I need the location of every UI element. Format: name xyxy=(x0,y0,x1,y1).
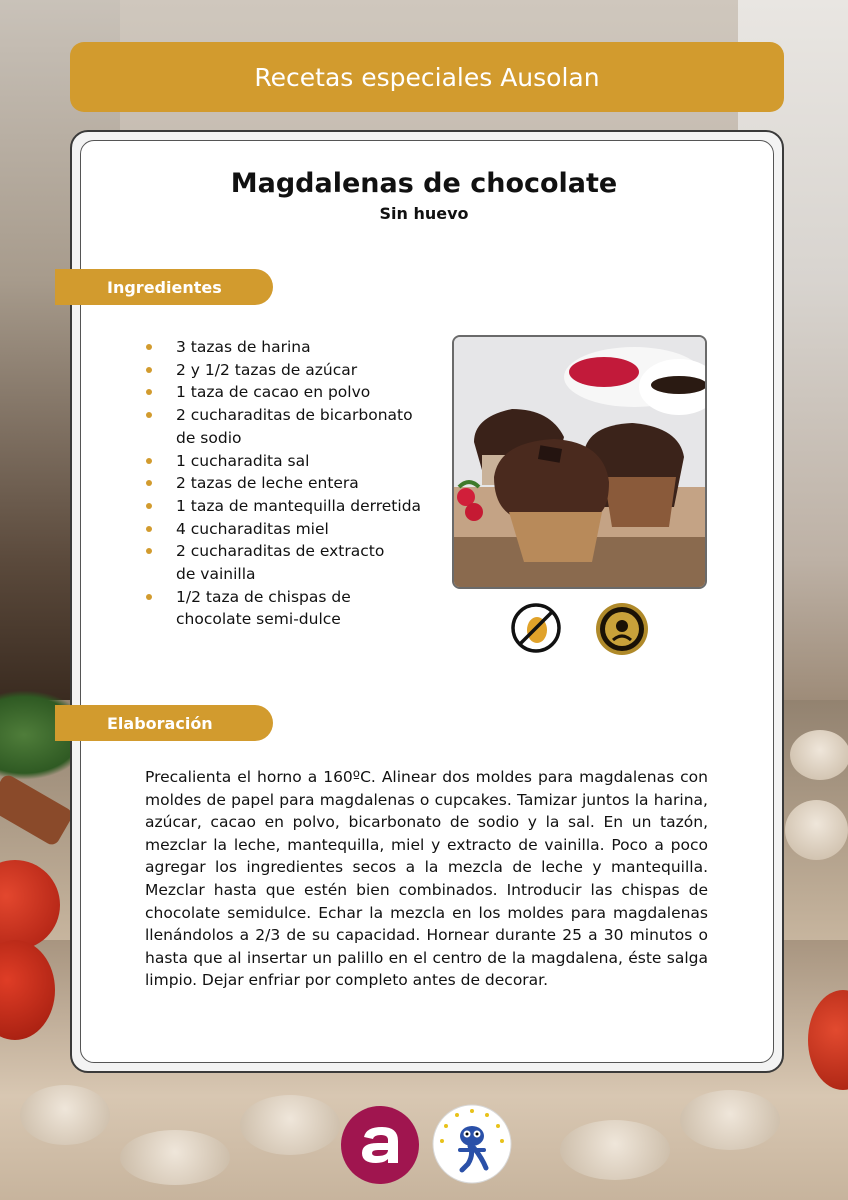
background-mushroom xyxy=(560,1120,670,1180)
list-item: 1/2 taza de chispas de chocolate semi-dulce xyxy=(140,586,386,631)
elaboration-text: Precalienta el horno a 160ºC. Alinear dos moldes para magdalenas con moldes de papel para magdalenas o cupcakes. Tamizar juntos la harina, azúcar, cacao en polvo, bicarbonato de sodio y la sal. En un tazón, mezclar la leche, mantequilla, miel y extracto de vainilla. Poco a poco agregar los ingredientes secos a la mezcla de leche y mantequilla. Mezclar hasta que estén bien combinados. Introducir las chispas de chocolate semidulce. Echar la mezcla en los moldes para magdalenas llenándolos a 2/3 de su capacidad. Hornear durante 25 a 30 minutos o hasta que al insertar un palillo en el centro de la magdalena, éste salga limpio. Dejar enfriar por completo antes de decorar. xyxy=(145,768,708,990)
mascot-logo xyxy=(432,1104,512,1188)
background-tomato xyxy=(0,860,60,950)
ingredients-section-tab xyxy=(55,269,273,305)
list-item: 4 cucharaditas miel xyxy=(140,518,440,541)
background-mushroom xyxy=(680,1090,780,1150)
muffin-illustration xyxy=(454,337,705,587)
list-item: 2 tazas de leche entera xyxy=(140,472,440,495)
list-item: 1 taza de cacao en polvo xyxy=(140,381,440,404)
list-item: 3 tazas de harina xyxy=(140,336,440,359)
list-item: 2 cucharaditas de extracto de vainilla xyxy=(140,540,396,585)
background-mushroom xyxy=(240,1095,340,1155)
header-title: Recetas especiales Ausolan xyxy=(254,62,600,92)
list-item: 1 cucharadita sal xyxy=(140,450,440,473)
background-mushroom xyxy=(785,800,848,860)
list-item: 1 taza de mantequilla derretida xyxy=(140,495,440,518)
list-item: 2 y 1/2 tazas de azúcar xyxy=(140,359,440,382)
muffin-photo xyxy=(452,335,707,589)
recipe-title: Magdalenas de chocolate xyxy=(230,168,618,199)
recipe-subtitle: Sin huevo xyxy=(379,204,469,223)
quality-seal-icon xyxy=(595,602,649,660)
ingredients-section-label: Ingredientes xyxy=(107,277,222,297)
ingredients-list xyxy=(140,336,440,631)
background-mushroom xyxy=(20,1085,110,1145)
background-knife xyxy=(0,773,75,848)
list-item: 2 cucharaditas de bicarbonato de sodio xyxy=(140,404,416,449)
background-mushroom xyxy=(120,1130,230,1185)
no-egg-icon xyxy=(510,602,562,658)
elaboration-section-label: Elaboración xyxy=(107,713,213,733)
ausolan-logo xyxy=(340,1105,420,1189)
header-banner xyxy=(70,42,784,112)
elaboration-section-tab xyxy=(55,705,273,741)
background-mushroom xyxy=(790,730,848,780)
